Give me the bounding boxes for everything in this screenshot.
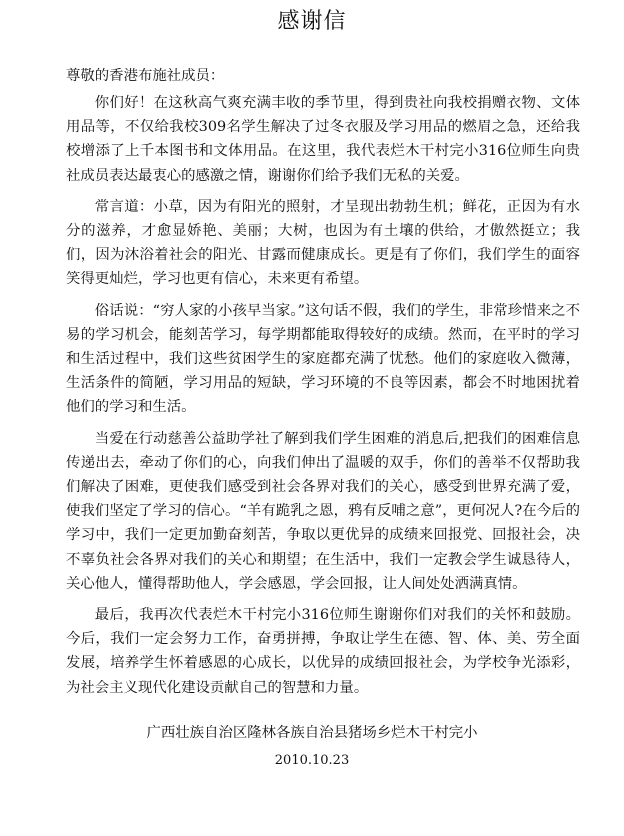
- letter-paragraph: 当爱在行动慈善公益助学社了解到我们学生困难的消息后,把我们的困难信息传递出去，牵动了你们的心，向我们伸出了温暖的双手，你们的善举不仅帮助我们解决了困难，更使我们感受到社会各界对我们的关心，感受到世界充满了爱，使我们坚定了学习的信心。“羊有跪乳之恩，鸦有反哺之意”，更何况人?在今后的学习中，我们一定更加勤奋刻苦，争取以更优异的成绩来回报党、回报社会，决不辜负社会各界对我们的关心和期望；在生活中，我们一定教会学生诚恳待人，关心他人，懂得帮助他人，学会感恩，学会回报，让人间处处洒满真情。: [66, 430, 580, 592]
- letter-paragraph: 你们好！在这秋高气爽充满丰收的季节里，得到贵社向我校捐赠衣物、文体用品等，不仅给我校309名学生解决了过冬衣服及学习用品的燃眉之急，还给我校增添了上千本图书和文体用品。在这里，我代表烂木干村完小316位师生向贵社成员表达最衷心的感激之情，谢谢你们给予我们无私的关爱。: [66, 95, 580, 184]
- letter-paragraph: 最后，我再次代表烂木干村完小316位师生谢谢你们对我们的关怀和鼓励。今后，我们一定会努力工作，奋勇拼搏，争取让学生在德、智、体、美、劳全面发展，培养学生怀着感恩的心成长，以优异的成绩回报社会，为学校争光添彩，为社会主义现代化建设贡献自己的智慧和力量。: [66, 607, 580, 696]
- letter-body: [66, 91, 580, 707]
- letter-paragraph: 常言道：小草，因为有阳光的照射，才呈现出勃勃生机；鲜花，正因为有水分的滋养，才愈显娇艳、美丽；大树，也因为有土壤的供给，才傲然挺立；我们，因为沐浴着社会的阳光、甘露而健康成长。更是有了你们，我们学生的面容笑得更灿烂，学习也更有信心，未来更有希望。: [66, 198, 580, 288]
- letter-title: 感谢信: [277, 9, 347, 34]
- letter-date: 2010.10.23: [274, 753, 350, 768]
- letter-salutation: 尊敬的香港布施社成员：: [66, 68, 225, 84]
- letter-signature: 广西壮族自治区隆林各族自治县猪场乡烂木干村完小: [146, 725, 478, 741]
- letter-paragraph: 俗话说：“穷人家的小孩早当家。”这句话不假，我们的学生，非常珍惜来之不易的学习机会，能刻苦学习，每学期都能取得较好的成绩。然而，在平时的学习和生活过程中，我们这些贫困学生的家庭都充满了忧愁。他们的家庭收入微薄，生活条件的简陋，学习用品的短缺，学习环境的不良等因素，都会不时地困扰着他们的学习和生活。: [66, 302, 580, 416]
